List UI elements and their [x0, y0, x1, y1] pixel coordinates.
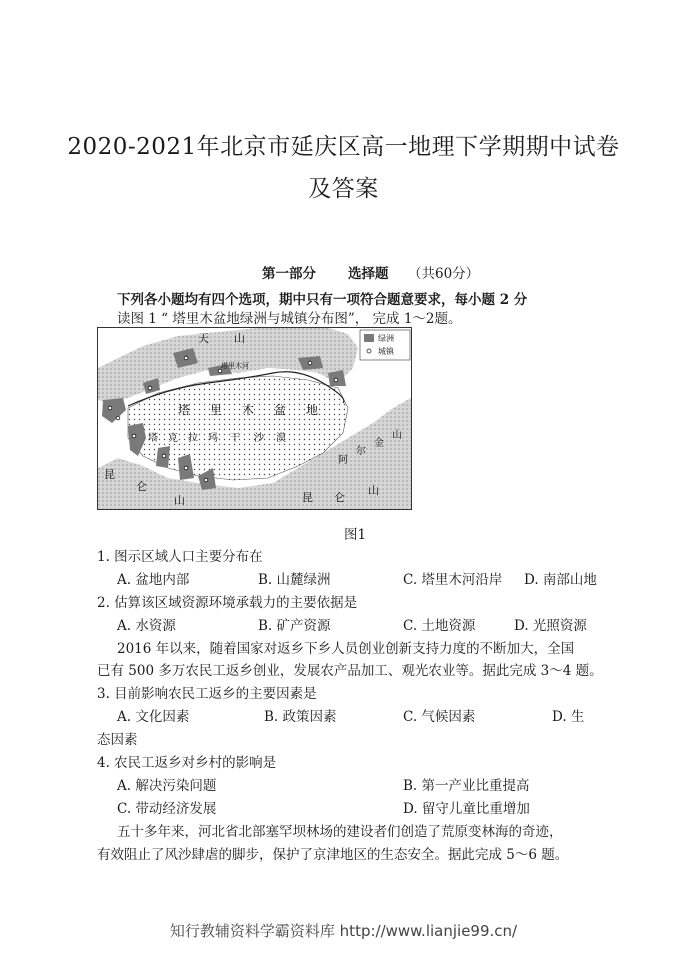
label-tian: 天	[198, 332, 209, 345]
question-2-option-b: B. 矿产资源	[258, 618, 331, 634]
svg-text:地: 地	[306, 403, 319, 417]
instruction: 下列各小题均有四个选项，期中只有一项符合题意要求，每小题 2 分	[117, 292, 528, 308]
svg-text:昆: 昆	[104, 468, 115, 481]
svg-text:干: 干	[230, 433, 240, 444]
svg-text:山: 山	[392, 430, 402, 441]
question-3-option-a: A. 文化因素	[117, 709, 190, 725]
svg-text:阿: 阿	[338, 455, 348, 466]
question-4-option-b: B. 第一产业比重提高	[403, 778, 530, 794]
svg-text:克: 克	[168, 433, 178, 444]
question-2-option-c: C. 土地资源	[403, 618, 476, 634]
svg-text:里: 里	[210, 403, 223, 417]
svg-text:木: 木	[242, 403, 255, 417]
label-shan-top: 山	[234, 332, 245, 345]
passage-2-line-1: 五十多年来，河北省北部塞罕坝林场的建设者们创造了荒原变林海的奇迹，	[117, 824, 563, 840]
svg-text:仑: 仑	[334, 491, 345, 504]
legend-oasis-label: 绿洲	[378, 334, 394, 343]
passage-1-line-2: 已有 500 多万农民工返乡创业，发展农产品加工、观光农业等。据此完成 3～4 题。	[97, 663, 603, 679]
question-4-option-a: A. 解决污染问题	[117, 778, 217, 794]
footer-watermark: 知行教辅资料学霸资料库 http://www.lianjie99.cn/	[169, 922, 518, 940]
svg-text:玛: 玛	[208, 433, 218, 444]
question-3-option-d-wrap: 态因素	[97, 732, 138, 748]
question-3-option-c: C. 气候因素	[403, 709, 476, 725]
map-canvas	[98, 328, 411, 509]
svg-text:盆: 盆	[274, 403, 287, 417]
question-1-option-d: D. 南部山地	[524, 572, 597, 588]
question-1-stem: 1. 图示区域人口主要分布在	[97, 549, 263, 565]
question-4-option-c: C. 带动经济发展	[117, 801, 217, 817]
question-3-option-b: B. 政策因素	[264, 709, 337, 725]
map-intro: 读图 1 “ 塔里木盆地绿洲与城镇分布图”， 完成 1～2题。	[117, 311, 462, 327]
section-name: 选择题	[348, 266, 389, 282]
passage-2-line-2: 有效阻止了风沙肆虐的脚步，保护了京津地区的生态安全。据此完成 5～6 题。	[97, 847, 569, 863]
svg-text:沙: 沙	[254, 433, 264, 444]
question-3-stem: 3. 目前影响农民工返乡的主要因素是	[97, 686, 317, 702]
question-4-stem: 4. 农民工返乡对乡村的影响是	[97, 755, 277, 771]
svg-text:漠: 漠	[276, 433, 286, 444]
svg-text:仑: 仑	[136, 480, 147, 493]
page-title: 2020-2021年北京市延庆区高一地理下学期期中试卷	[67, 134, 620, 160]
svg-text:塔: 塔	[178, 403, 191, 417]
question-1-option-a: A. 盆地内部	[117, 572, 190, 588]
svg-text:金: 金	[374, 438, 384, 449]
svg-text:山: 山	[368, 484, 379, 497]
question-2-stem: 2. 估算该区域资源环境承载力的主要依据是	[97, 595, 358, 611]
svg-text:塔: 塔	[148, 433, 158, 444]
tarim-basin-map	[97, 327, 412, 510]
question-3-option-d: D. 生	[552, 709, 585, 725]
section-part: 第一部分	[262, 266, 316, 282]
question-1-option-c: C. 塔里木河沿岸	[403, 572, 503, 588]
legend-town-marker	[367, 349, 371, 353]
svg-text:昆: 昆	[302, 491, 313, 504]
passage-1-line-1: 2016 年以来，随着国家对返乡下乡人员创业创新支持力度的不断加大，全国	[117, 641, 575, 657]
question-2-option-d: D. 光照资源	[514, 618, 587, 634]
legend-oasis-swatch	[364, 334, 374, 342]
svg-text:山: 山	[174, 494, 185, 507]
svg-text:尔: 尔	[356, 446, 366, 457]
page-title-line2: 及答案	[308, 176, 379, 202]
figure-caption: 图1	[344, 527, 367, 543]
question-1-option-b: B. 山麓绿洲	[258, 572, 331, 588]
legend-town-label: 城镇	[378, 347, 394, 356]
section-points: （共60分）	[408, 266, 480, 282]
svg-text:拉: 拉	[188, 433, 198, 444]
label-tarim-river: 塔里木河	[221, 362, 249, 370]
question-4-option-d: D. 留守儿童比重增加	[403, 801, 530, 817]
question-2-option-a: A. 水资源	[117, 618, 176, 634]
